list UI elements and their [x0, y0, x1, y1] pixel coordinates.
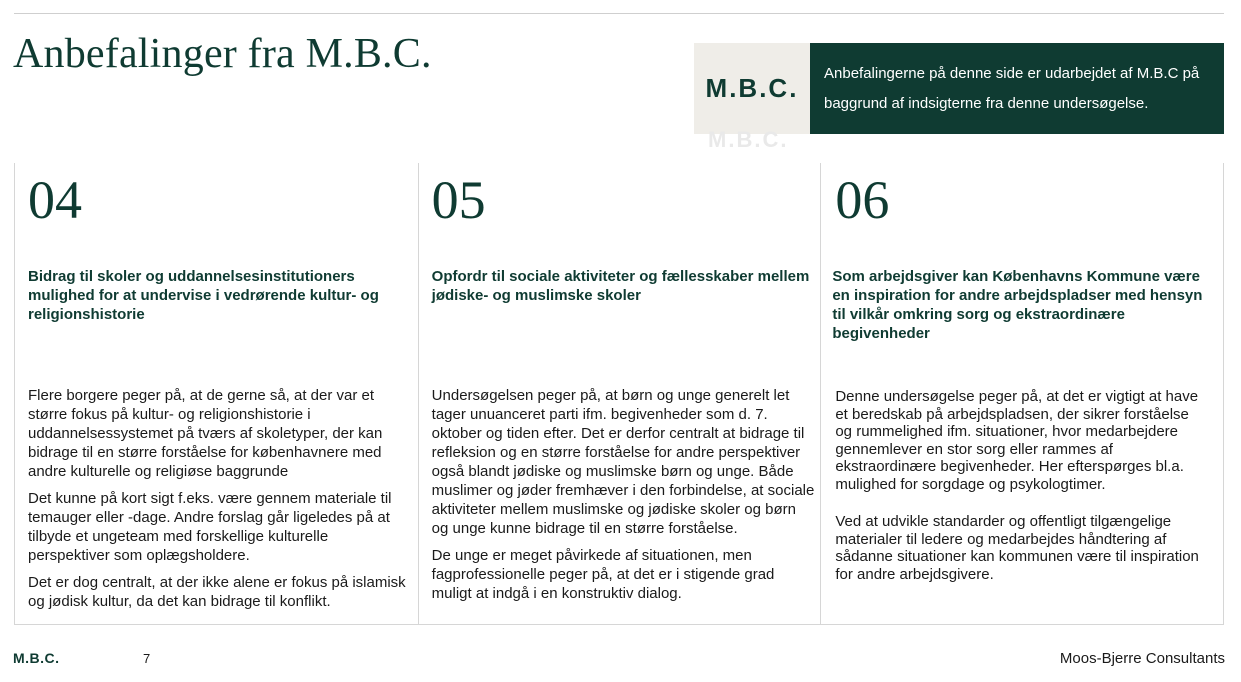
body-paragraph: Det kunne på kort sigt f.eks. være gennem materiale til temauger eller -dage. Andre forslag går ligeledes på at tilbyde et ungeteam med forskellige kulturelle perspektiver som oplægsholdere. [28, 490, 392, 564]
recommendation-body [835, 388, 1205, 591]
recommendation-number: 04 [28, 170, 82, 230]
recommendation-05 [418, 163, 821, 624]
recommendation-body [28, 386, 413, 619]
page-title: Anbefalinger fra M.B.C. [13, 31, 432, 77]
mbc-logo: M.B.C. [705, 73, 799, 103]
mbc-logo-box [694, 43, 810, 152]
body-paragraph: De unge er meget påvirkede af situationen, men fagprofessionelle peger på, at det er i stigende grad muligt at indgå i en konstruktiv dialog. [431, 547, 775, 602]
top-divider [14, 13, 1224, 14]
body-paragraph: Flere borgere peger på, at de gerne så, at der var et større fokus på kultur- og religionshistorie i uddannelsessystemet på tværs af skoletyper, der kan bidrage til en større forståelse for københavnere med andre kulturelle og religiøse baggrunde [28, 387, 383, 480]
mbc-logo-reflection: M.B.C. [708, 127, 789, 152]
body-paragraph: Undersøgelsen peger på, at børn og unge generelt let tager unuanceret parti ifm. begivenheder som d. 7. oktober og tiden efter. Det er derfor centralt at bidrage til refleksion og en større forståelse for andre perspektiver også blandt jødiske og muslimske børn og unge. Både muslimer og jøder fremhæver i den forbindelse, at sociale aktiviteter mellem muslimske og jødiske skoler og børn og unge kunne bidrage til en større forståelse. [431, 387, 815, 537]
badge-description: Anbefalingerne på denne side er udarbejdet af M.B.C på baggrund af indsigterne fra denne undersøgelse. [810, 43, 1224, 134]
recommendation-heading: Bidrag til skoler og uddannelsesinstitutioners mulighed for at undervise i vedrørende kultur- og religionshistorie [28, 268, 379, 323]
recommendation-04 [15, 163, 418, 624]
recommendation-body [432, 386, 817, 611]
body-paragraph: Ved at udvikle standarder og offentligt tilgængelige materialer til ledere og medarbejdes håndtering af sådanne situationer kan kommunen være til inspiration for andre arbejdsgivere. [835, 513, 1199, 583]
body-paragraph: Det er dog centralt, at der ikke alene er fokus på islamisk og jødisk kultur, da det kan bidrage til konflikt. [28, 574, 406, 610]
page-number: 7 [143, 651, 151, 666]
mbc-recommendation-badge [694, 43, 1224, 152]
recommendation-06 [820, 163, 1223, 624]
recommendation-heading: Som arbejdsgiver kan Københavns Kommune være en inspiration for andre arbejdspladser med hensyn til vilkår omkring sorg og ekstraordinære begivenheder [832, 268, 1203, 342]
recommendation-heading: Opfordr til sociale aktiviteter og fællesskaber mellem jødiske- og muslimske skoler [431, 268, 810, 304]
recommendation-number: 05 [431, 170, 486, 230]
recommendation-number: 06 [835, 170, 890, 230]
footer-logo: M.B.C. [13, 650, 60, 666]
footer-company-name: Moos-Bjerre Consultants [1059, 650, 1225, 667]
body-paragraph: Denne undersøgelse peger på, at det er vigtigt at have et beredskab på arbejdspladsen, der sikrer forståelse og rummelighed ifm. situationer, hvor medarbejdere gennemlever en stor sorg eller rammes af ekstraordinære begivenheder. Her efterspørges bl.a. mulighed for sorgdage og psykologtimer. [835, 388, 1199, 493]
recommendation-columns [14, 163, 1224, 625]
